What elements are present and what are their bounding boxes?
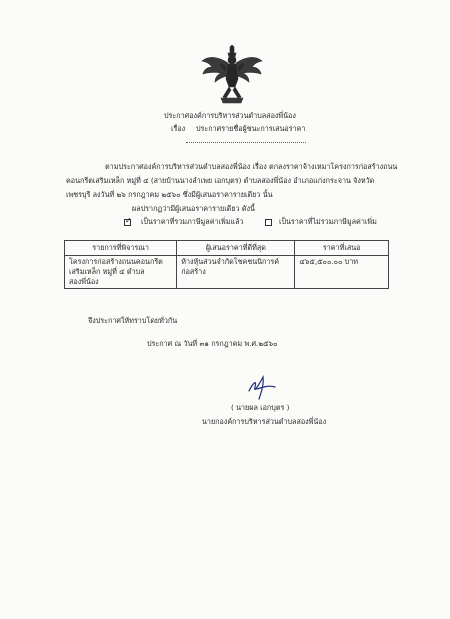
bid-result-table [64,240,389,289]
paragraph-line-2: คอนกรีตเสริมเหล็ก หมู่ที่ ๔ (สายบ้านนางลำเพย เอกบุตร) ตำบลสองพี่น้อง อำเภอแก่งกระจาน จังหวัด [66,176,375,185]
doc-title: ประกาศองค์การบริหารส่วนตำบลสองพี่น้อง [164,111,296,120]
date-line: ประกาศ ณ วันที่ ๓๑ กรกฎาคม พ.ศ.๒๕๖๐ [147,339,278,348]
dotted-divider [186,142,306,143]
header-item: รายการที่พิจารณา [65,241,177,256]
table-header-row [65,241,389,256]
cell-bidder: ห้างหุ้นส่วนจำกัดโชคชนนิการค์ก่อสร้าง [177,256,295,289]
cell-price: ๔๖๕,๕๐๐.๐๐ บาท [295,256,389,289]
paragraph-line-3: เพชรบุรี ลงวันที่ ๒๖ กรกฎาคม ๒๕๖๐ ซึ่งมีผู้เสนอราคารายเดียว นั้น [66,190,273,199]
subject-prefix: เรื่อง [171,124,186,133]
unchecked-box [265,219,272,226]
checked-box [124,216,132,226]
result-line: ผลปรากฏว่ามีผู้เสนอราคารายเดียว ดังนี้ [132,204,255,213]
announce-line: จึงประกาศให้ทราบโดยทั่วกัน [88,316,178,325]
option-checked-label: เป็นราคาที่รวมภาษีมูลค่าเพิ่มแล้ว [141,217,244,226]
garuda-emblem-icon [201,45,263,105]
option-unchecked-label: เป็นราคาที่ไม่รวมภาษีมูลค่าเพิ่ม [279,217,377,226]
cell-item: โครงการก่อสร้างถนนคอนกรีต เสริมเหล็ก หมู่ที่ ๔ ตำบลสองพี่น้อง [65,256,177,289]
check-mark-icon: ✓ [125,216,132,225]
paragraph-line-1: ตามประกาศองค์การบริหารส่วนตำบลสองพี่น้อง เรื่อง ตกลงราคาจ้างเหมาโครงการก่อสร้างถนน [105,162,398,171]
doc-subject: ประกาศรายชื่อผู้ชนะการเสนอราคา [196,124,306,133]
signer-title: นายกองค์การบริหารส่วนตำบลสองพี่น้อง [202,417,327,426]
table-row [65,256,389,289]
header-bidder: ผู้เสนอราคาที่ดีที่สุด [177,241,295,256]
signature-icon [243,373,279,401]
header-price: ราคาที่เสนอ [295,241,389,256]
signer-name: ( นายผล เอกบุตร ) [231,403,290,412]
